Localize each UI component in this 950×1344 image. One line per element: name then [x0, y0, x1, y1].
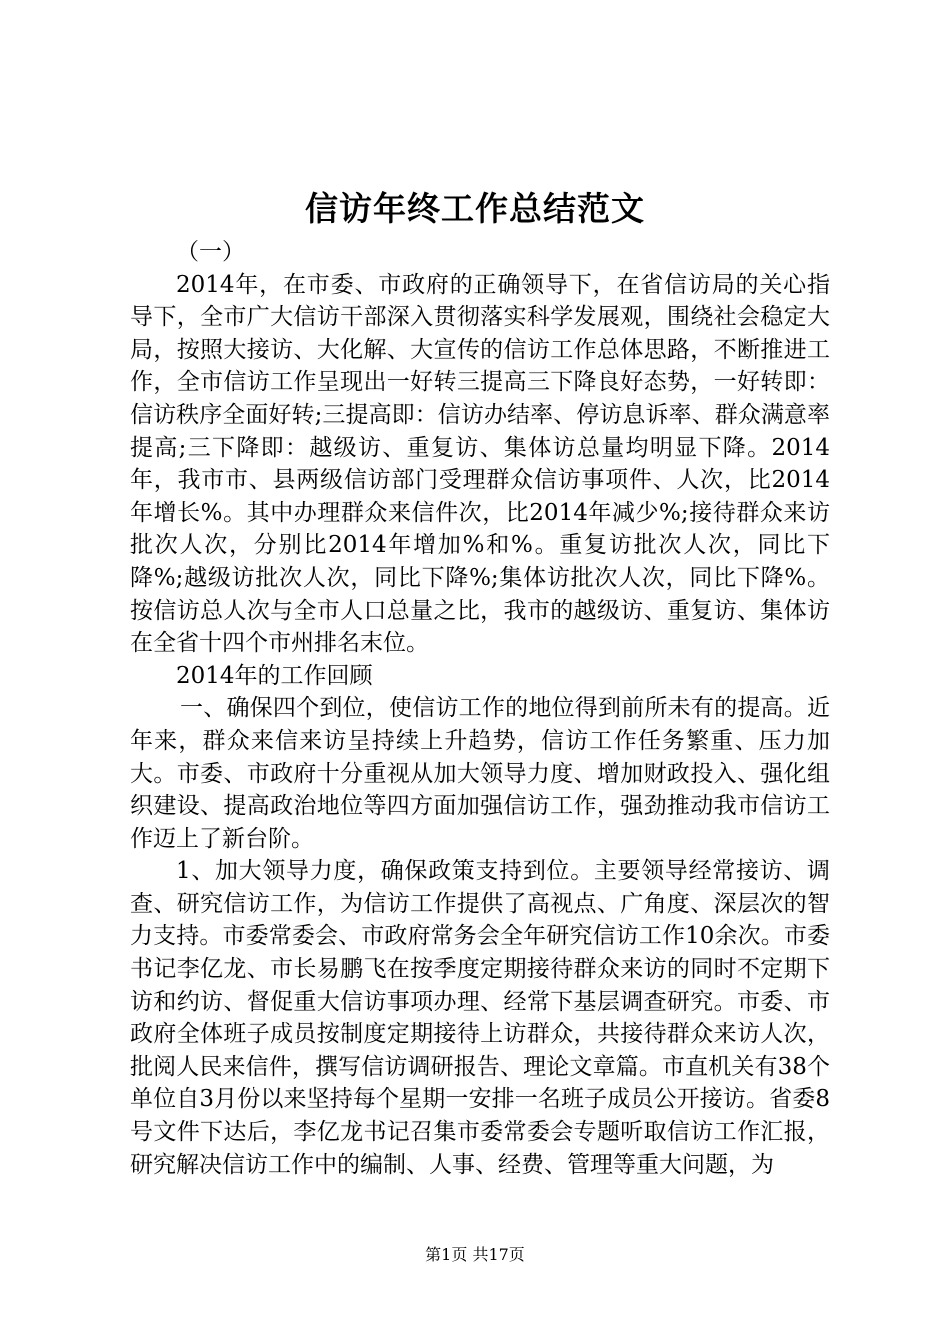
paragraph-intro: 2014年，在市委、市政府的正确领导下，在省信访局的关心指导下，全市广大信访干部深入贯彻落实科学发展观，围绕社会稳定大局，按照大接访、大化解、大宣传的信访工作总体思路，不断推进工作，全市信访工作呈现出一好转三提高三下降良好态势，一好转即：信访秩序全面好转;三提高即：信访办结率、停访息诉率、群众满意率提高;三下降即：越级访、重复访、集体访总量均明显下降。2014年，我市市、县两级信访部门受理群众信访事项件、人次，比2014年增长%。其中办理群众来信件次，比2014年减少%;接待群众来访批次人次，分别比2014年增加%和%。重复访批次人次，同比下降%;越级访批次人次，同比下降%;集体访批次人次，同比下降%。按信访总人次与全市人口总量之比，我市的越级访、重复访、集体访在全省十四个市州排名末位。 — [130, 271, 830, 657]
paragraph-subpoint-one: 1、加大领导力度，确保政策支持到位。主要领导经常接访、调查、研究信访工作，为信访工作提供了高视点、广角度、深层次的智力支持。市委常委会、市政府常务会全年研究信访工作10余次。市委书记李亿龙、市长易鹏飞在按季度定期接待群众来访的同时不定期下访和约访、督促重大信访事项办理、经常下基层调查研究。市委、市政府全体班子成员按制度定期接待上访群众，共接待群众来访人次，批阅人民来信件，撰写信访调研报告、理论文章篇。市直机关有38个单位自3月份以来坚持每个星期一安排一名班子成员公开接访。省委8号文件下达后，李亿龙书记召集市委常委会专题听取信访工作汇报，研究解决信访工作中的编制、人事、经费、管理等重大问题，为 — [130, 858, 830, 1178]
paragraph-point-one: 一、确保四个到位，使信访工作的地位得到前所未有的提高。近年来，群众来信来访呈持续上升趋势，信访工作任务繁重、压力加大。市委、市政府十分重视从加大领导力度、增加财政投入、强化组织建设、提高政治地位等四方面加强信访工作，强劲推动我市信访工作迈上了新台阶。 — [130, 695, 830, 852]
page-footer: 第1页 共17页 — [425, 1245, 525, 1264]
document-title: 信访年终工作总结范文 — [305, 189, 645, 228]
section-heading: 2014年的工作回顾 — [176, 662, 373, 689]
section-marker: （一） — [176, 239, 245, 265]
document-body — [130, 236, 830, 1181]
